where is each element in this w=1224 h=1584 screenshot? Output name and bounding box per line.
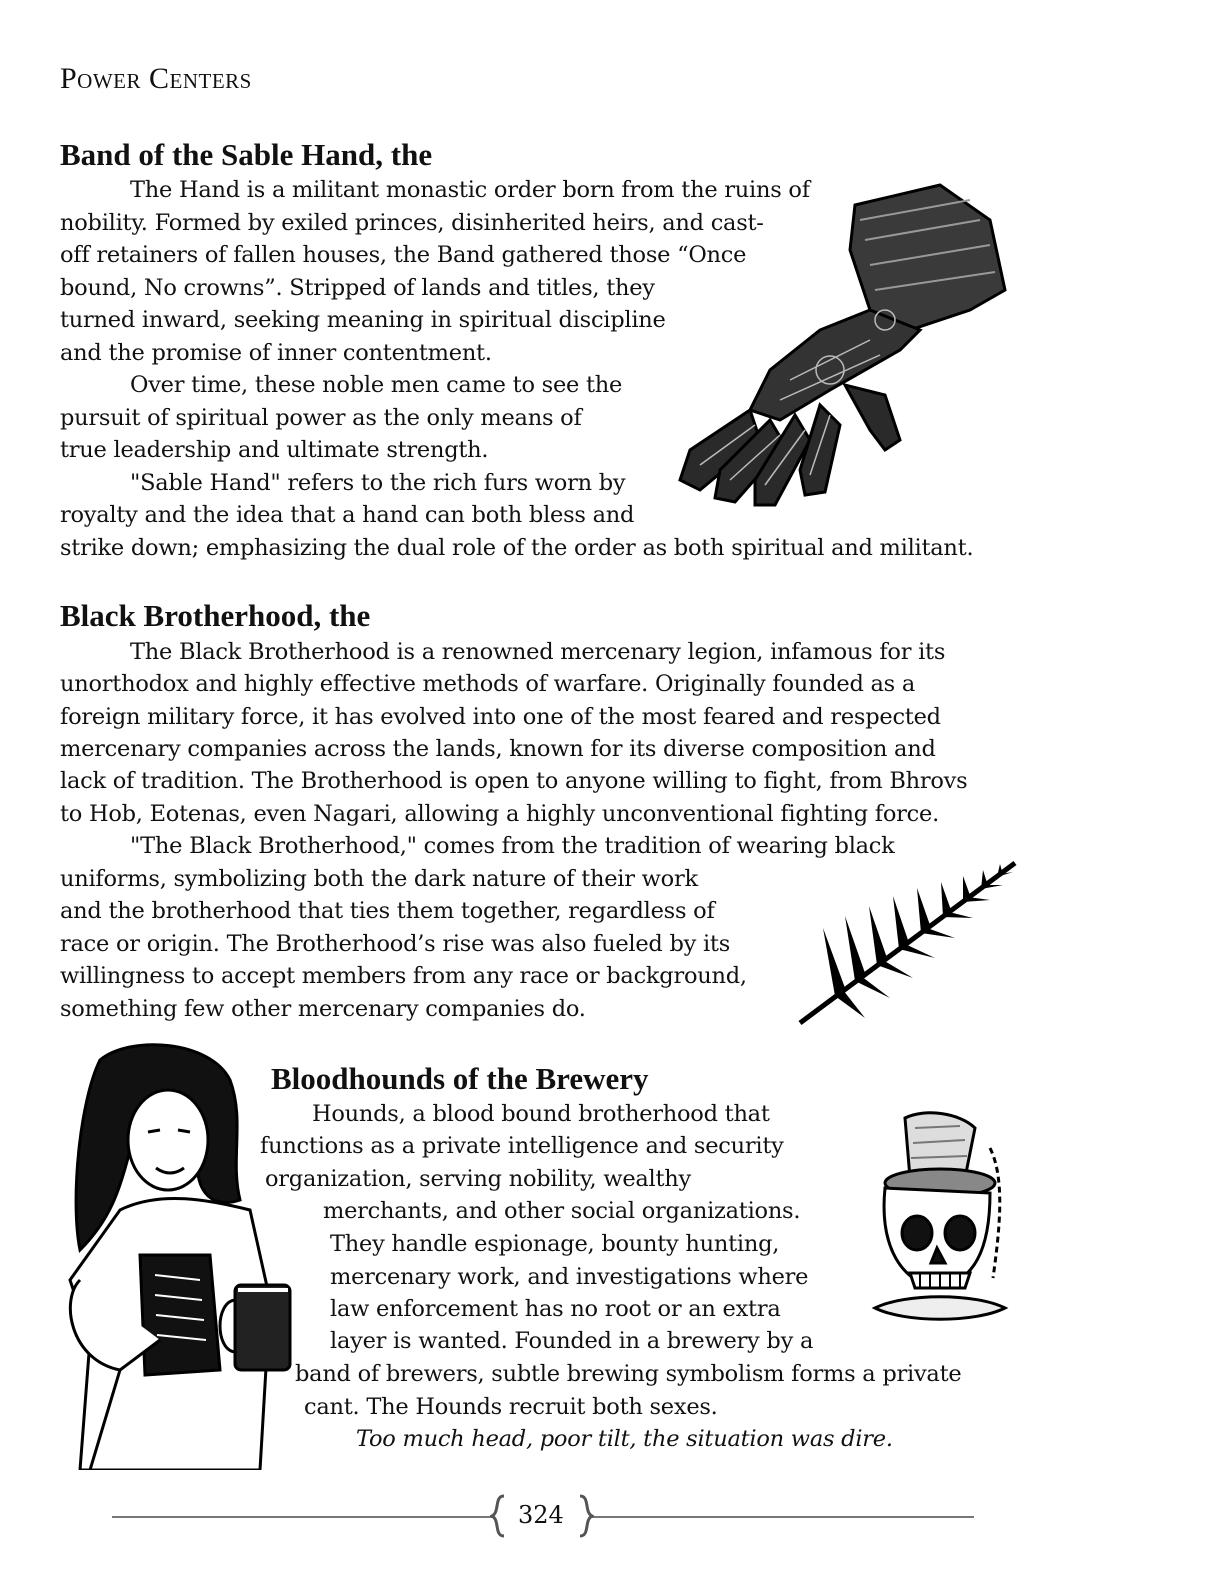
body-line: turned inward, seeking meaning in spiritual discipline [60,307,666,333]
footer-rule-left [112,1516,492,1518]
gauntlet-illustration [670,180,1015,510]
body-line: layer is wanted. Founded in a brewery by a [330,1328,814,1354]
body-line: willingness to accept members from any race or background, [60,963,747,989]
body-line: The Hand is a militant monastic order born from the ruins of [130,177,810,203]
body-line: "The Black Brotherhood," comes from the tradition of wearing black [130,833,895,859]
body-line: band of brewers, subtle brewing symbolism forms a private [295,1361,962,1387]
body-line: nobility. Formed by exiled princes, disinherited heirs, and cast- [60,210,764,236]
body-line: uniforms, symbolizing both the dark nature of their work [60,866,698,892]
section-heading-bloodhounds: Bloodhounds of the Brewery [271,1061,649,1096]
body-line: off retainers of fallen houses, the Band gathered those “Once [60,242,747,268]
body-line: and the promise of inner contentment. [60,340,492,366]
body-line: functions as a private intelligence and security [260,1133,784,1159]
body-line: "Sable Hand" refers to the rich furs worn by [130,470,626,496]
section-heading-black-brotherhood: Black Brotherhood, the [60,598,371,633]
fern-leaf-illustration [795,858,1020,1028]
page-number: 324 [518,1501,564,1529]
body-line: mercenary work, and investigations where [330,1264,809,1290]
body-line: pursuit of spiritual power as the only means of [60,405,582,431]
body-line: cant. The Hounds recruit both sexes. [304,1394,718,1420]
skull-lantern-illustration [865,1108,1015,1333]
body-line: true leadership and ultimate strength. [60,437,489,463]
body-line: race or origin. The Brotherhood’s rise was also fueled by its [60,931,731,957]
body-line: to Hob, Eotenas, even Nagari, allowing a highly unconventional fighting force. [60,801,939,827]
body-line: Hounds, a blood bound brotherhood that [312,1101,770,1127]
body-line: The Black Brotherhood is a renowned mercenary legion, infamous for its [130,639,946,665]
italic-quote: Too much head, poor tilt, the situation was dire. [356,1426,893,1452]
body-line: Over time, these noble men came to see the [130,372,623,398]
barmaid-illustration [60,1040,300,1470]
body-line: lack of tradition. The Brotherhood is open to anyone willing to fight, from Bhrovs [60,768,968,794]
running-head: Power Centers [60,62,252,95]
body-line: mercenary companies across the lands, known for its diverse composition and [60,736,936,762]
body-line: and the brotherhood that ties them together, regardless of [60,898,715,924]
body-line: strike down; emphasizing the dual role of the order as both spiritual and militant. [60,535,974,561]
body-line: merchants, and other social organizations. [323,1198,801,1224]
section-heading-sable-hand: Band of the Sable Hand, the [60,137,433,172]
body-line: They handle espionage, bounty hunting, [330,1231,780,1257]
footer-rule-right [592,1516,974,1518]
body-line: bound, No crowns”. Stripped of lands and titles, they [60,275,655,301]
body-line: royalty and the idea that a hand can both bless and [60,502,635,528]
body-line: foreign military force, it has evolved into one of the most feared and respected [60,704,941,730]
body-line: organization, serving nobility, wealthy [265,1166,692,1192]
body-line: something few other mercenary companies do. [60,996,586,1022]
body-line: law enforcement has no root or an extra [330,1296,781,1322]
body-line: unorthodox and highly effective methods of warfare. Originally founded as a [60,671,916,697]
